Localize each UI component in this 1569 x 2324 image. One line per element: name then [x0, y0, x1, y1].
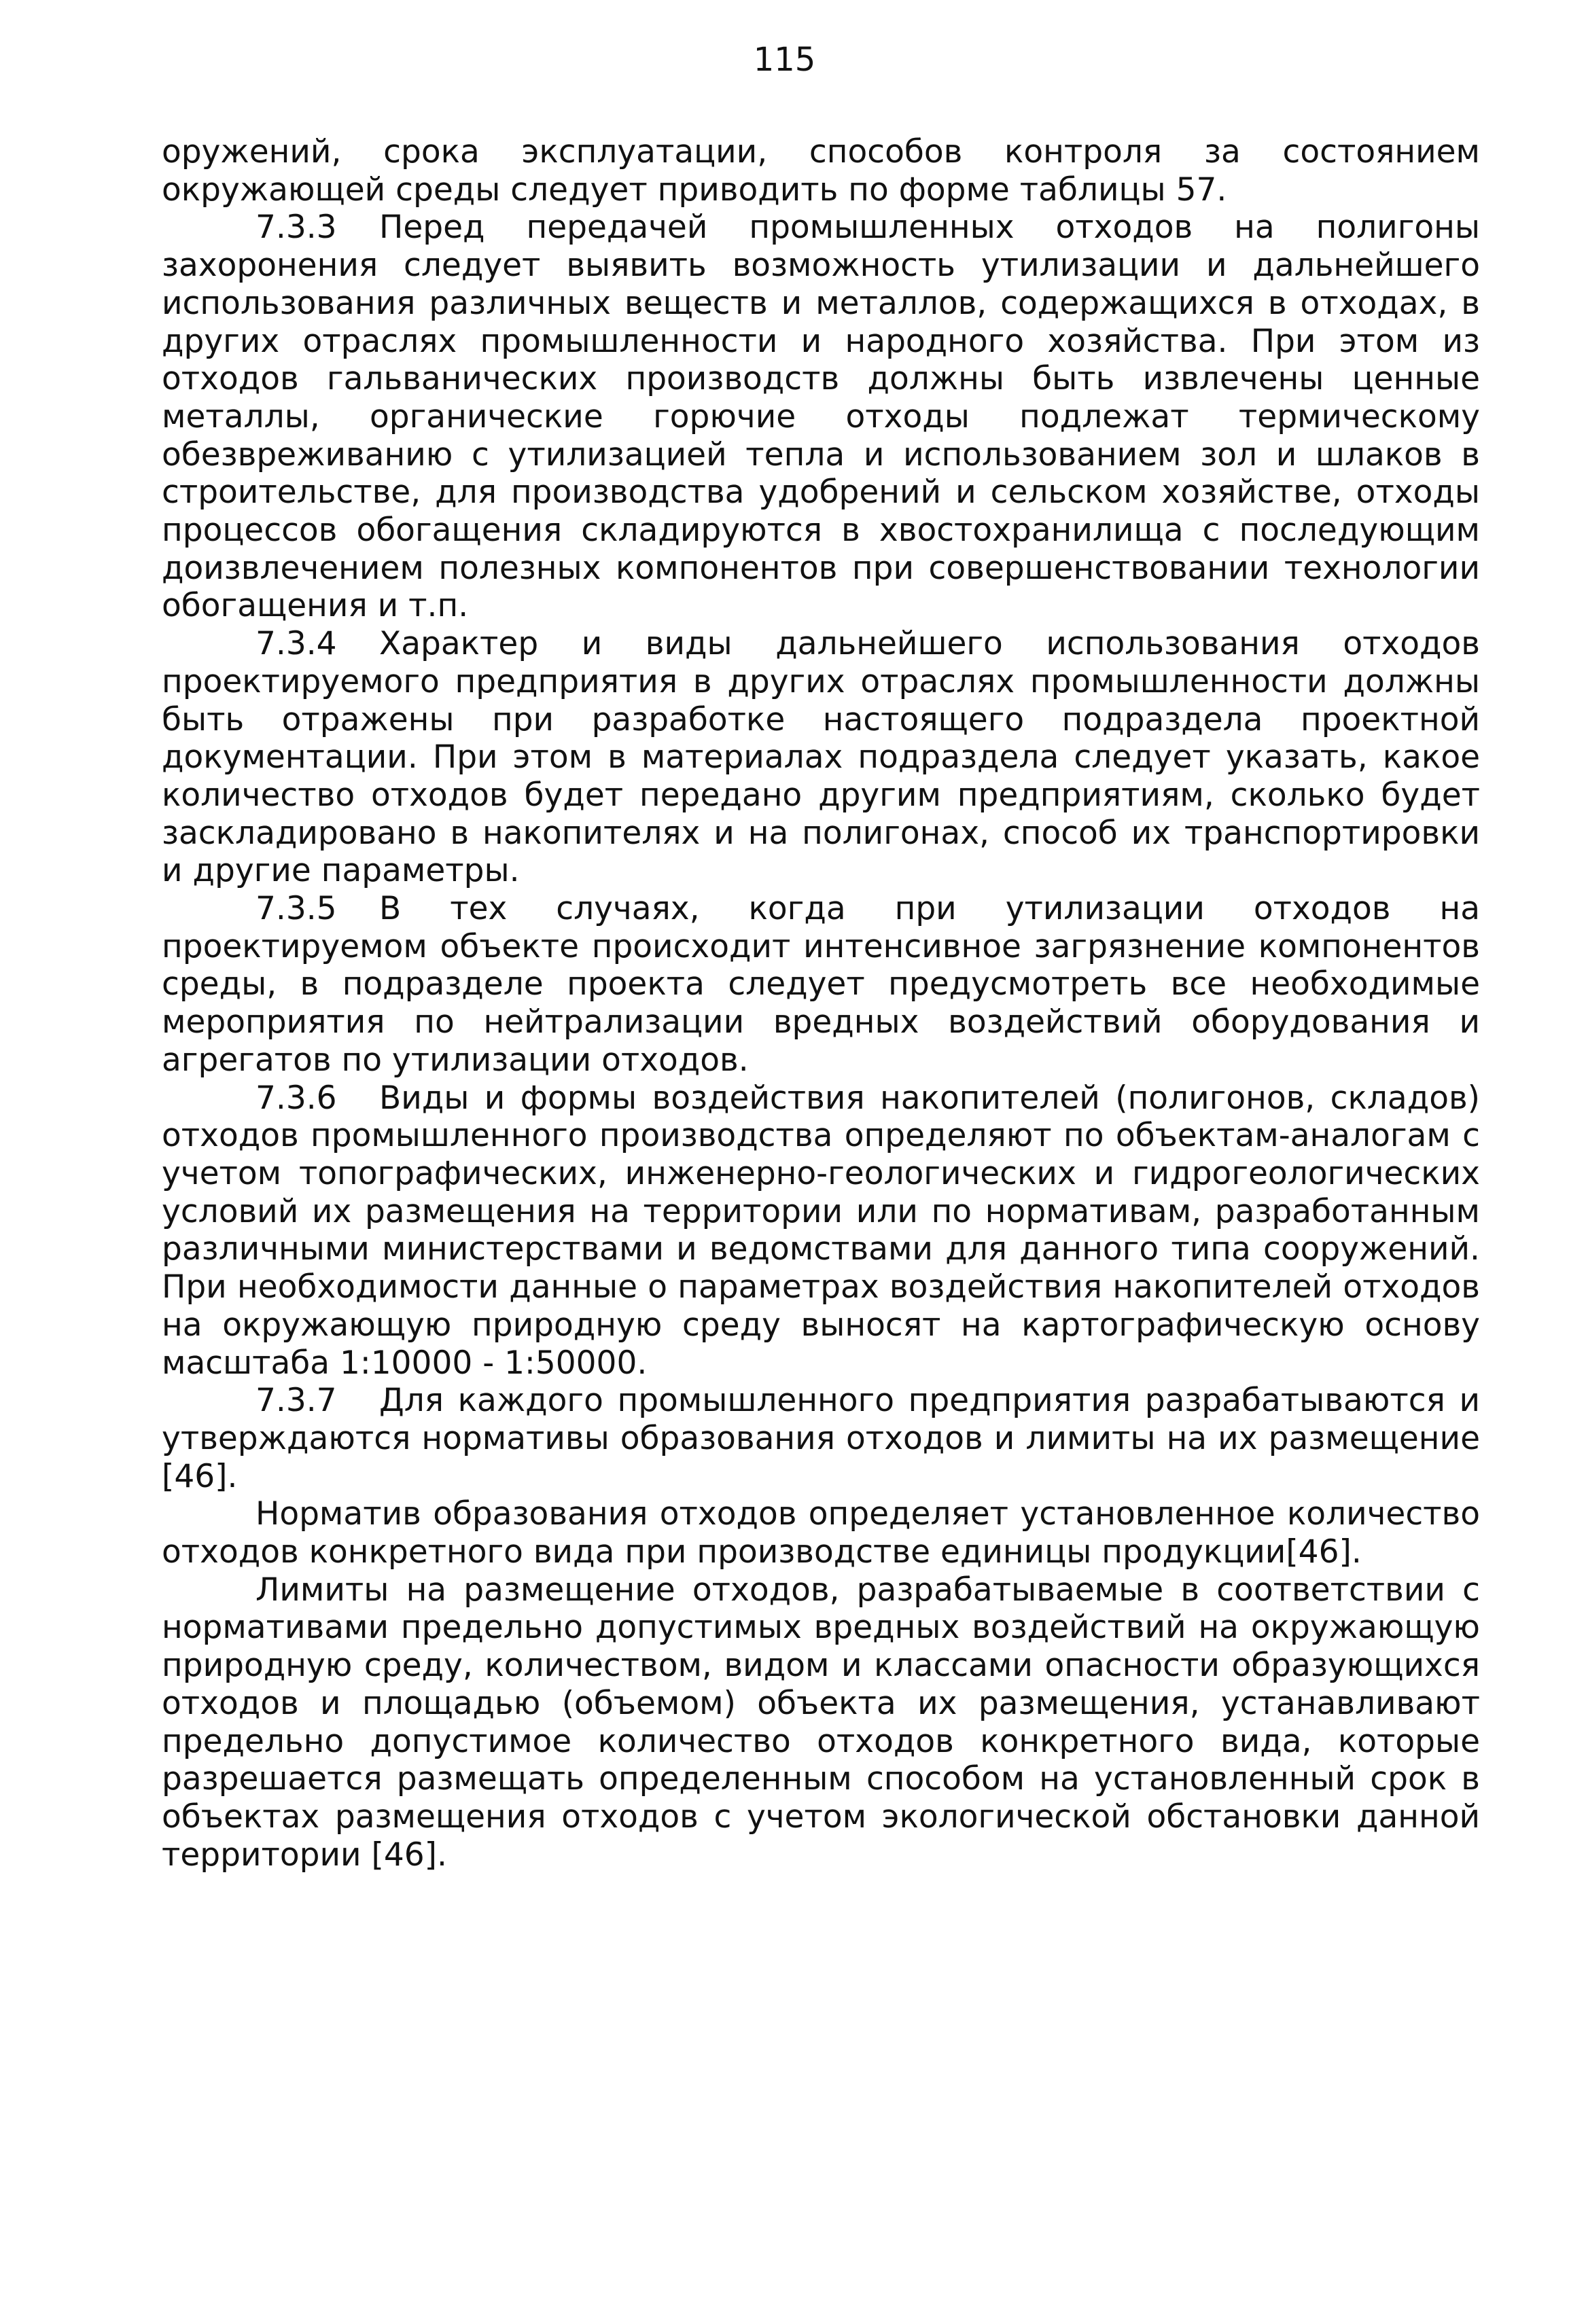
paragraph-text: оружений, срока эксплуатации, способов контроля за состоянием окружающей среды следует приводить по форме таблицы 57. — [162, 133, 1480, 209]
section-7-3-5 — [162, 890, 1480, 1079]
paragraph-text: Норматив образования отходов определяет установленное количество отходов конкретного вида при производстве единицы продукции[46]. — [162, 1495, 1480, 1571]
paragraph-text: В тех случаях, когда при утилизации отходов на проектируемом объекте происходит интенсивное загрязнение компонентов среды, в подразделе проекта следует предусмотреть все необходимые мероприятия по нейтрализации вредных воздействий оборудования и агрегатов по утилизации отходов. — [162, 890, 1480, 1079]
section-7-3-4 — [162, 625, 1480, 890]
section-number: 7.3.7 — [255, 1382, 337, 1420]
paragraph-waste-norm — [162, 1495, 1480, 1571]
paragraph-text: Перед передачей промышленных отходов на полигоны захоронения следует выявить возможность утилизации и дальнейшего использования различных веществ и металлов, содержащихся в отходах, в других отраслях промышленности и народного хозяйства. При этом из отходов гальванических производств должны быть извлечены ценные металлы, органические горючие отходы подлежат термическому обезвреживанию с утилизацией тепла и использованием зол и шлаков в строительстве, для производства удобрений и сельском хозяйстве, отходы процессов обогащения складируются в хвостохранилища с последующим доизвлечением полезных компонентов при совершенствовании технологии обогащения и т.п. — [162, 209, 1480, 625]
document-body — [162, 133, 1480, 1874]
section-7-3-7 — [162, 1382, 1480, 1495]
paragraph-continuation — [162, 133, 1480, 209]
section-7-3-6 — [162, 1079, 1480, 1382]
page-number: 115 — [753, 41, 816, 79]
section-number: 7.3.6 — [255, 1079, 337, 1117]
paragraph-text: Виды и формы воздействия накопителей (полигонов, складов) отходов промышленного производства определяют по объектам-аналогам с учетом топографических, инженерно-геологических и гидрогеологических условий их размещения на территории или по нормативам, разработанным различными министерствами и ведомствами для данного типа сооружений. При необходимости данные о параметрах воздействия накопителей отходов на окружающую природную среду выносят на картографическую основу масштаба 1:10000 - 1:50000. — [162, 1079, 1480, 1382]
paragraph-text: Лимиты на размещение отходов, разрабатываемые в соответствии с нормативами предельно допустимых вредных воздействий на окружающую природную среду, количеством, видом и классами опасности образующихся отходов и площадью (объемом) объекта их размещения, устанавливают предельно допустимое количество отходов конкретного вида, которые разрешается размещать определенным способом на установленный срок в объектах размещения отходов с учетом экологической обстановки данной территории [46]. — [162, 1571, 1480, 1874]
section-number: 7.3.4 — [255, 625, 337, 663]
paragraph-text: Для каждого промышленного предприятия разрабатываются и утверждаются нормативы образования отходов и лимиты на их размещение [46]. — [162, 1382, 1480, 1495]
section-7-3-3 — [162, 209, 1480, 625]
paragraph-waste-limits — [162, 1571, 1480, 1874]
paragraph-text: Характер и виды дальнейшего использования отходов проектируемого предприятия в других отраслях промышленности должны быть отражены при разработке настоящего подраздела проектной документации. При этом в материалах подраздела следует указать, какое количество отходов будет передано другим предприятиям, сколько будет заскладировано в накопителях и на полигонах, способ их транспортировки и другие параметры. — [162, 625, 1480, 890]
section-number: 7.3.3 — [255, 209, 337, 247]
section-number: 7.3.5 — [255, 890, 337, 928]
